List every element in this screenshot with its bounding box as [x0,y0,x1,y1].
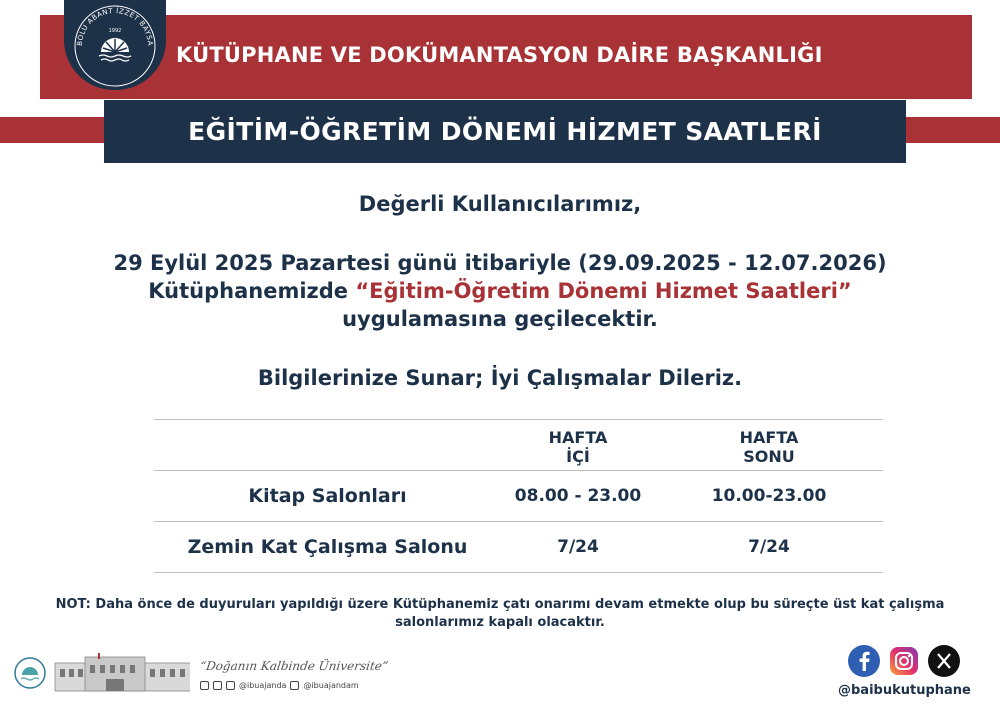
x-icon [213,681,222,690]
social-handle[interactable]: @baibukutuphane [838,683,971,698]
instagram-icon [200,681,209,690]
header-weekend: HAFTA SONU [655,420,883,471]
table-row [154,471,883,522]
row-weekend-hours: 7/24 [655,522,883,573]
x-icon[interactable] [928,645,960,677]
subtitle-banner [104,100,906,163]
closing-text: Bilgilerinize Sunar; İyi Çalışmalar Dileriz. [257,366,743,390]
header-empty-cell [154,420,501,471]
social-links [848,645,958,679]
date-range-text: 29 Eylül 2025 Pazartesi günü itibariyle (29.09.2025 - 12.07.2026) [113,251,887,275]
hours-table [154,419,883,573]
header-weekday: HAFTA İÇİ [501,420,655,471]
transition-text: uygulamasına geçilecektir. [342,307,658,331]
table-row [154,522,883,573]
university-slogan: “Doğanın Kalbinde Üniversite” [199,659,390,673]
university-logo [64,0,166,90]
row-label: Kitap Salonları [154,471,501,522]
row-weekday-hours: 08.00 - 23.00 [501,471,655,522]
footer-branding [10,645,390,700]
footer-handle-1: @ibuajanda [239,681,287,690]
table-header-row [154,420,883,471]
footer-handles [200,681,359,690]
department-title: KÜTÜPHANE VE DOKÜMANTASYON DAİRE BAŞKANLIĞI [176,43,823,67]
facebook-icon [290,681,299,690]
service-hours-prefix: Kütüphanemizde [148,279,356,303]
row-label: Zemin Kat Çalışma Salonu [154,522,501,573]
university-seal-icon [68,0,162,90]
instagram-icon[interactable] [888,645,920,677]
row-weekend-hours: 10.00-23.00 [655,471,883,522]
svg-text:BOLU ABANT İZZET BAYSAL ÜNİVER: BOLU ABANT İZZET BAYSA [75,7,155,47]
page-title: EĞİTİM-ÖĞRETİM DÖNEMİ HİZMET SAATLERİ [188,117,822,146]
campus-building-icon [10,645,190,700]
svg-text:1992: 1992 [108,28,122,34]
youtube-icon [226,681,235,690]
row-weekday-hours: 7/24 [501,522,655,573]
facebook-icon[interactable] [848,645,880,677]
closure-note: NOT: Daha önce de duyuruları yapıldığı üzere Kütüphanemiz çatı onarımı devam etmekte olup bu süreçte üst kat çalışma salonlarımız kapalı olacaktır. [55,597,945,630]
footer-handle-2: @ibuajandam [303,681,359,690]
service-hours-highlight: “Eğitim-Öğretim Dönemi Hizmet Saatleri” [355,279,852,303]
greeting: Değerli Kullanıcılarımız, [358,192,642,216]
service-hours-text [0,279,1000,303]
